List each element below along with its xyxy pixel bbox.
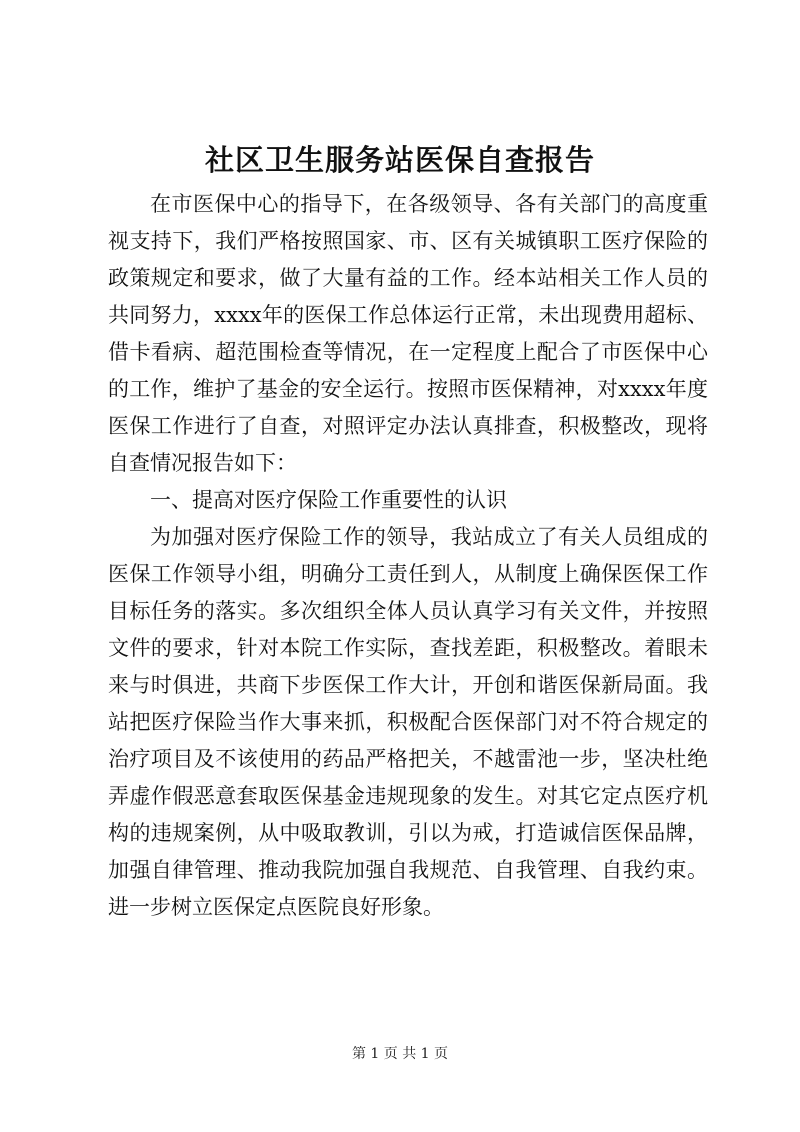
intro-paragraph: 在市医保中心的指导下，在各级领导、各有关部门的高度重视支持下，我们严格按照国家、市、区有关城镇职工医疗保险的政策规定和要求，做了大量有益的工作。经本站相关工作人员的共同努力，xxxx年的医保工作总体运行正常，未出现费用超标、借卡看病、超范围检查等情况，在一定程度上配合了市医保中心的工作，维护了基金的安全运行。按照市医保精神，对xxxx年度医保工作进行了自查，对照评定办法认真排查，积极整改，现将自查情况报告如下： — [108, 192, 708, 475]
section-heading: 一、提高对医疗保险工作重要性的认识 — [150, 488, 507, 512]
section-paragraph: 为加强对医疗保险工作的领导，我站成立了有关人员组成的医保工作领导小组，明确分工责任到人，从制度上确保医保工作目标任务的落实。多次组织全体人员认真学习有关文件，并按照文件的要求，针对本院工作实际，查找差距，积极整改。着眼未来与时俱进，共商下步医保工作大计，开创和谐医保新局面。我站把医疗保险当作大事来抓，积极配合医保部门对不符合规定的治疗项目及不该使用的药品严格把关，不越雷池一步，坚决杜绝弄虚作假恶意套取医保基金违规现象的发生。对其它定点医疗机构的违规案例，从中吸取教训，引以为戒，打造诚信医保品牌，加强自律管理、推动我院加强自我规范、自我管理、自我约束。进一步树立医保定点医院良好形象。 — [108, 525, 708, 919]
page-footer: 第 1 页 共 1 页 — [351, 1046, 449, 1062]
document-title: 社区卫生服务站医保自查报告 — [204, 143, 595, 177]
document-body — [108, 186, 708, 926]
